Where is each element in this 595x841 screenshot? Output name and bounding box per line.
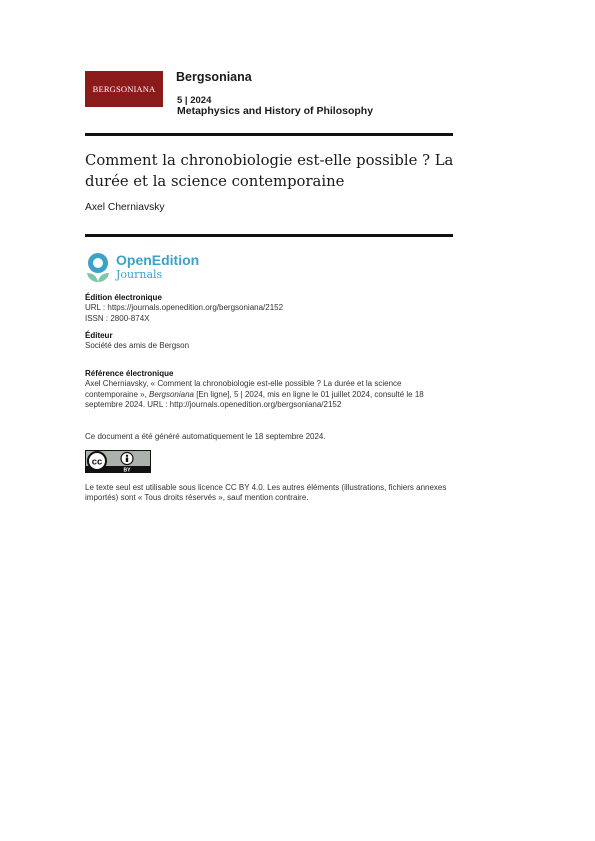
openedition-flower-icon (85, 252, 113, 284)
cc-by-badge[interactable] (85, 450, 151, 473)
cc-by-icon (86, 451, 150, 472)
reference-journal: Bergsoniana (149, 389, 194, 399)
edition-issn: ISSN : 2800-874X (85, 313, 150, 323)
reference-part1: Axel Cherniavsky, « Comment la chronobiologie est-elle possible ? La durée et la science contemporaine », (85, 379, 402, 399)
journal-name: Bergsoniana (176, 70, 252, 84)
journal-logo-text: BERGSONIANA (92, 84, 156, 94)
reference-section (85, 369, 450, 410)
top-rule (85, 133, 453, 136)
issue-title: Metaphysics and History of Philosophy (177, 105, 374, 117)
by-text: BY (123, 467, 131, 472)
reference-part2[interactable]: [En ligne], 5 | 2024, mis en ligne le 01 juillet 2024, consulté le 18 septembre 2024. URL : http://journals.openedition.org/bergsoniana/2152 (85, 389, 424, 409)
editeur-section (85, 331, 465, 352)
edition-url[interactable]: URL : https://journals.openedition.org/bergsoniana/2152 (85, 303, 284, 313)
edition-electronique-label: Édition électronique (85, 293, 162, 302)
edition-electronique-section (85, 293, 465, 324)
license-text: Le texte seul est utilisable sous licence CC BY 4.0. Les autres éléments (illustrations, fichiers annexes importés) sont « Tous droits réservés », sauf mention contraire. (85, 483, 447, 503)
editeur-value: Société des amis de Bergson (85, 341, 190, 351)
journal-logo (85, 71, 163, 107)
openedition-logo[interactable] (85, 252, 205, 284)
openedition-name: OpenEdition (116, 252, 200, 268)
cc-text: cc (91, 456, 103, 468)
reference-label: Référence électronique (85, 369, 174, 378)
generated-note: Ce document a été généré automatiquement le 18 septembre 2024. (85, 432, 326, 441)
issue-number: 5 | 2024 (177, 95, 212, 106)
reference-text (85, 379, 450, 410)
middle-rule (85, 234, 453, 237)
article-title: Comment la chronobiologie est-elle possible ? La durée et la science contemporaine (85, 152, 454, 190)
article-author: Axel Cherniavsky (85, 202, 165, 213)
openedition-journals: Journals (116, 268, 163, 281)
editeur-label: Éditeur (85, 331, 113, 340)
